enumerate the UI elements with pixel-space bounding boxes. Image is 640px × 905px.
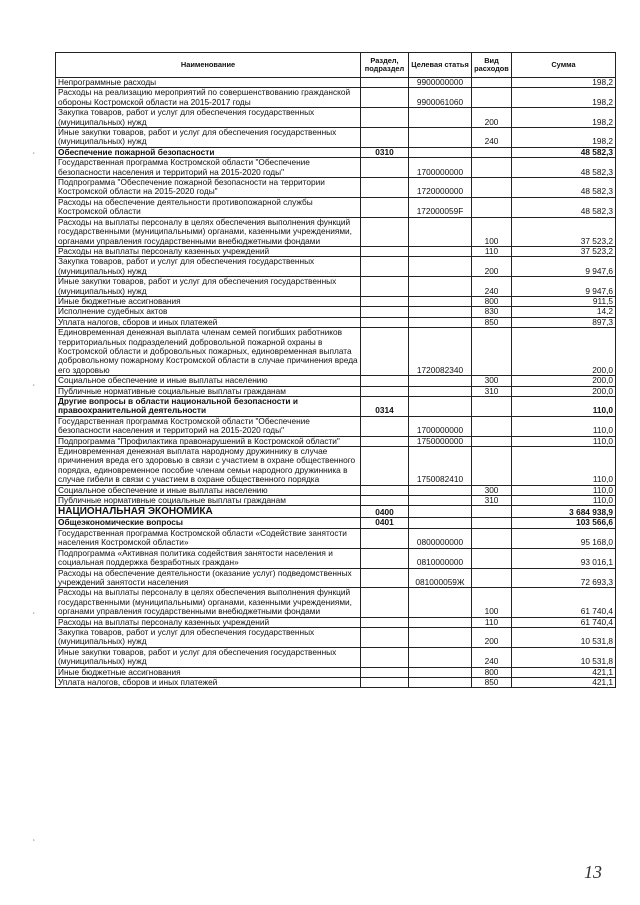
row-section: [361, 496, 409, 506]
row-section: [361, 158, 409, 178]
row-section: [361, 376, 409, 386]
row-section: [361, 617, 409, 627]
table-row: [56, 548, 616, 568]
row-expense: 800: [472, 296, 512, 306]
row-section: [361, 307, 409, 317]
row-name: Расходы на выплаты персоналу казенных учреждений: [56, 246, 361, 256]
table-row: [56, 376, 616, 386]
table-row: [56, 108, 616, 128]
row-expense: 100: [472, 217, 512, 246]
row-name: Расходы на выплаты персоналу в целях обеспечения выполнения функций государственными (муниципальными) органами, казенными учреждениями, органами управления государственными внебюджетными фондами: [56, 588, 361, 617]
row-name: Расходы на обеспечение деятельности противопожарной службы Костромской области: [56, 197, 361, 217]
row-expense: 110: [472, 246, 512, 256]
header-target: Целевая статья: [409, 53, 472, 78]
row-expense: [472, 528, 512, 548]
row-name: Государственная программа Костромской области "Обеспечение безопасности населения и территорий на 2015-2020 годы": [56, 416, 361, 436]
row-sum: 10 531,8: [512, 627, 616, 647]
row-expense: 200: [472, 257, 512, 277]
row-section: [361, 296, 409, 306]
row-expense: 300: [472, 376, 512, 386]
row-section: [361, 485, 409, 495]
row-target: [409, 386, 472, 396]
table-row: [56, 627, 616, 647]
row-name: Обеспечение пожарной безопасности: [56, 147, 361, 157]
table-row: [56, 528, 616, 548]
row-name: Уплата налогов, сборов и иных платежей: [56, 317, 361, 327]
table-row: [56, 667, 616, 677]
row-name: Расходы на выплаты персоналу казенных учреждений: [56, 617, 361, 627]
row-name: Подпрограмма "Обеспечение пожарной безопасности на территории Костромской области на 2015-2020 годы": [56, 178, 361, 198]
row-expense: 830: [472, 307, 512, 317]
row-target: [409, 588, 472, 617]
row-sum: 14,2: [512, 307, 616, 317]
row-sum: 110,0: [512, 397, 616, 417]
row-name: Расходы на выплаты персоналу в целях обеспечения выполнения функций государственными (муниципальными) органами, казенными учреждениями, органами управления государственными внебюджетными фондами: [56, 217, 361, 246]
row-target: [409, 257, 472, 277]
margin-mark: ‘: [33, 383, 35, 392]
page-number: 13: [584, 862, 602, 882]
row-sum: 421,1: [512, 677, 616, 687]
table-row: [56, 317, 616, 327]
row-section: 0400: [361, 506, 409, 518]
row-target: [409, 376, 472, 386]
row-name: Расходы на обеспечение деятельности (оказание услуг) подведомственных учреждений занятости населения: [56, 568, 361, 588]
row-target: [409, 496, 472, 506]
margin-mark: ‘: [33, 838, 35, 847]
row-section: [361, 108, 409, 128]
margin-mark: ‘: [33, 151, 35, 160]
row-sum: 110,0: [512, 436, 616, 446]
row-target: 1750082410: [409, 447, 472, 486]
row-section: [361, 436, 409, 446]
row-name: Исполнение судебных актов: [56, 307, 361, 317]
row-expense: 310: [472, 496, 512, 506]
table-row: [56, 447, 616, 486]
row-target: 0810000000: [409, 548, 472, 568]
table-row: [56, 386, 616, 396]
header-name: Наименование: [56, 53, 361, 78]
row-target: [409, 647, 472, 667]
row-name: Единовременная денежная выплата народному дружиннику в случае причинения вреда его здоровью в связи с участием в охране общественного порядка, единовременное пособие членам семьи народного дружинника в случае гибели в связи с участием в охране общественного порядка: [56, 447, 361, 486]
row-target: 1720082340: [409, 328, 472, 376]
row-section: [361, 416, 409, 436]
row-name: Другие вопросы в области национальной безопасности и правоохранительной деятельности: [56, 397, 361, 417]
row-target: [409, 518, 472, 528]
row-sum: 72 693,3: [512, 568, 616, 588]
row-target: 0800000000: [409, 528, 472, 548]
row-sum: 37 523,2: [512, 217, 616, 246]
row-target: 1700000000: [409, 416, 472, 436]
table-body: [56, 78, 616, 688]
table-row: [56, 436, 616, 446]
row-expense: 240: [472, 128, 512, 148]
table-row: [56, 485, 616, 495]
row-section: [361, 528, 409, 548]
row-expense: 100: [472, 588, 512, 617]
row-sum: 897,3: [512, 317, 616, 327]
row-name: Социальное обеспечение и иные выплаты населению: [56, 485, 361, 495]
row-target: 9900000000: [409, 78, 472, 88]
row-name: Подпрограмма "Профилактика правонарушений в Костромской области": [56, 436, 361, 446]
row-name: Публичные нормативные социальные выплаты гражданам: [56, 386, 361, 396]
row-name: Иные бюджетные ассигнования: [56, 667, 361, 677]
row-target: 081000059Ж: [409, 568, 472, 588]
row-name: Государственная программа Костромской области «Содействие занятости населения Костромской области»: [56, 528, 361, 548]
budget-table: [55, 52, 616, 688]
table-row: [56, 197, 616, 217]
row-sum: 9 947,6: [512, 257, 616, 277]
table-row: [56, 78, 616, 88]
row-sum: 200,0: [512, 376, 616, 386]
row-sum: 37 523,2: [512, 246, 616, 256]
row-target: [409, 397, 472, 417]
table-header-row: [56, 53, 616, 78]
row-section: 0310: [361, 147, 409, 157]
table-row: [56, 677, 616, 687]
row-section: [361, 328, 409, 376]
row-sum: 198,2: [512, 128, 616, 148]
row-expense: [472, 328, 512, 376]
row-target: [409, 296, 472, 306]
table-row: [56, 416, 616, 436]
row-name: Закупка товаров, работ и услуг для обеспечения государственных (муниципальных) нужд: [56, 108, 361, 128]
row-target: [409, 317, 472, 327]
table-row: [56, 147, 616, 157]
table-row: [56, 518, 616, 528]
row-target: 172000059F: [409, 197, 472, 217]
row-name: Расходы на реализацию мероприятий по совершенствованию гражданской обороны Костромской области на 2015-2017 годы: [56, 88, 361, 108]
row-section: [361, 128, 409, 148]
row-sum: 61 740,4: [512, 617, 616, 627]
row-target: 1750000000: [409, 436, 472, 446]
row-section: 0314: [361, 397, 409, 417]
row-name: Уплата налогов, сборов и иных платежей: [56, 677, 361, 687]
row-expense: [472, 197, 512, 217]
row-sum: 103 566,6: [512, 518, 616, 528]
table-row: [56, 257, 616, 277]
row-sum: 110,0: [512, 416, 616, 436]
row-sum: 198,2: [512, 88, 616, 108]
row-section: [361, 88, 409, 108]
table-row: [56, 158, 616, 178]
row-expense: 200: [472, 108, 512, 128]
row-expense: 200: [472, 627, 512, 647]
row-name: Закупка товаров, работ и услуг для обеспечения государственных (муниципальных) нужд: [56, 627, 361, 647]
row-sum: 911,5: [512, 296, 616, 306]
row-sum: 48 582,3: [512, 158, 616, 178]
row-expense: [472, 548, 512, 568]
row-section: [361, 647, 409, 667]
table-row: [56, 397, 616, 417]
row-expense: 300: [472, 485, 512, 495]
row-expense: [472, 78, 512, 88]
budget-table-container: [55, 52, 615, 688]
row-target: [409, 307, 472, 317]
table-row: [56, 88, 616, 108]
row-target: [409, 667, 472, 677]
table-row: [56, 328, 616, 376]
row-expense: 850: [472, 677, 512, 687]
row-section: [361, 317, 409, 327]
row-section: [361, 197, 409, 217]
row-target: [409, 506, 472, 518]
row-name: Иные закупки товаров, работ и услуг для обеспечения государственных (муниципальных) нужд: [56, 647, 361, 667]
row-target: [409, 485, 472, 495]
row-sum: 93 016,1: [512, 548, 616, 568]
row-target: 1720000000: [409, 178, 472, 198]
row-sum: 95 168,0: [512, 528, 616, 548]
row-expense: [472, 178, 512, 198]
row-sum: 3 684 938,9: [512, 506, 616, 518]
row-section: [361, 548, 409, 568]
row-expense: [472, 397, 512, 417]
row-name: Иные бюджетные ассигнования: [56, 296, 361, 306]
header-sum: Сумма: [512, 53, 616, 78]
row-section: [361, 588, 409, 617]
row-expense: 800: [472, 667, 512, 677]
row-section: [361, 386, 409, 396]
row-section: [361, 257, 409, 277]
row-target: 1700000000: [409, 158, 472, 178]
row-section: [361, 568, 409, 588]
row-name: Иные закупки товаров, работ и услуг для обеспечения государственных (муниципальных) нужд: [56, 128, 361, 148]
table-row: [56, 128, 616, 148]
row-expense: [472, 436, 512, 446]
table-row: [56, 307, 616, 317]
row-name: Единовременная денежная выплата членам семей погибших работников территориальных подразделений добровольной пожарной охраны в Костромской области и добровольных пожарных, единовременная выплата добровольному пожарному Костромской области в случае причинения вреда его здоровью: [56, 328, 361, 376]
row-target: [409, 277, 472, 297]
row-expense: [472, 568, 512, 588]
row-name: Публичные нормативные социальные выплаты гражданам: [56, 496, 361, 506]
row-section: [361, 677, 409, 687]
row-target: [409, 246, 472, 256]
row-section: [361, 217, 409, 246]
row-sum: 200,0: [512, 328, 616, 376]
row-sum: 198,2: [512, 108, 616, 128]
row-section: [361, 447, 409, 486]
row-expense: [472, 158, 512, 178]
table-row: [56, 277, 616, 297]
row-sum: 421,1: [512, 667, 616, 677]
row-target: [409, 627, 472, 647]
row-sum: 9 947,6: [512, 277, 616, 297]
row-expense: [472, 147, 512, 157]
table-row: [56, 617, 616, 627]
table-row: [56, 568, 616, 588]
table-row: [56, 178, 616, 198]
row-target: [409, 128, 472, 148]
row-section: [361, 78, 409, 88]
row-name: Непрограммные расходы: [56, 78, 361, 88]
row-name: Общеэкономические вопросы: [56, 518, 361, 528]
row-expense: 240: [472, 647, 512, 667]
row-expense: 310: [472, 386, 512, 396]
row-sum: 48 582,3: [512, 147, 616, 157]
row-section: [361, 178, 409, 198]
row-section: [361, 667, 409, 677]
row-expense: [472, 416, 512, 436]
header-expense: Вид расходов: [472, 53, 512, 78]
row-expense: [472, 447, 512, 486]
row-target: 9900061060: [409, 88, 472, 108]
row-name: Государственная программа Костромской области "Обеспечение безопасности населения и территорий на 2015-2020 годы": [56, 158, 361, 178]
row-expense: [472, 518, 512, 528]
row-sum: 48 582,3: [512, 178, 616, 198]
row-target: [409, 108, 472, 128]
table-row: [56, 296, 616, 306]
header-section: Раздел, подраздел: [361, 53, 409, 78]
table-row: [56, 217, 616, 246]
row-section: 0401: [361, 518, 409, 528]
table-row: [56, 246, 616, 256]
row-section: [361, 627, 409, 647]
row-expense: [472, 506, 512, 518]
row-name: НАЦИОНАЛЬНАЯ ЭКОНОМИКА: [56, 506, 361, 518]
row-sum: 200,0: [512, 386, 616, 396]
row-name: Иные закупки товаров, работ и услуг для обеспечения государственных (муниципальных) нужд: [56, 277, 361, 297]
row-sum: 48 582,3: [512, 197, 616, 217]
table-row: [56, 647, 616, 667]
margin-mark: ‘: [33, 611, 35, 620]
row-expense: 850: [472, 317, 512, 327]
row-sum: 61 740,4: [512, 588, 616, 617]
row-section: [361, 246, 409, 256]
row-target: [409, 147, 472, 157]
row-section: [361, 277, 409, 297]
row-sum: 110,0: [512, 485, 616, 495]
row-target: [409, 617, 472, 627]
row-target: [409, 217, 472, 246]
row-sum: 198,2: [512, 78, 616, 88]
row-name: Социальное обеспечение и иные выплаты населению: [56, 376, 361, 386]
row-name: Подпрограмма «Активная политика содействия занятости населения и социальная поддержка безработных граждан»: [56, 548, 361, 568]
row-name: Закупка товаров, работ и услуг для обеспечения государственных (муниципальных) нужд: [56, 257, 361, 277]
row-expense: 110: [472, 617, 512, 627]
row-expense: 240: [472, 277, 512, 297]
row-target: [409, 677, 472, 687]
row-expense: [472, 88, 512, 108]
table-row: [56, 496, 616, 506]
table-row: [56, 506, 616, 518]
row-sum: 110,0: [512, 447, 616, 486]
row-sum: 110,0: [512, 496, 616, 506]
table-row: [56, 588, 616, 617]
row-sum: 10 531,8: [512, 647, 616, 667]
